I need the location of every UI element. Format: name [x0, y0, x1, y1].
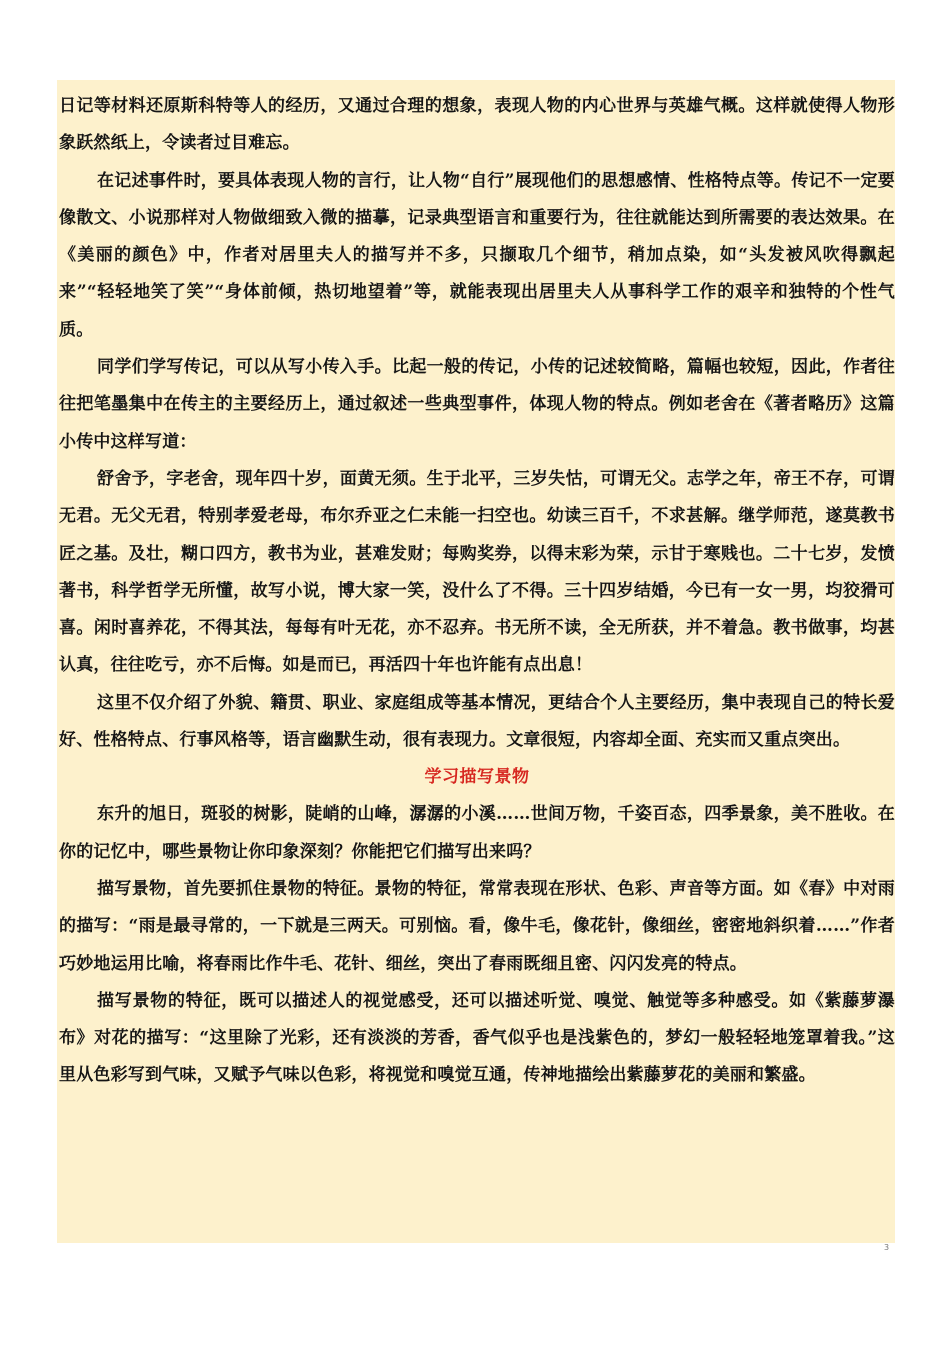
- paragraph: 东升的旭日，斑驳的树影，陡峭的山峰，潺潺的小溪……世间万物，千姿百态，四季景象，美不胜收。在你的记忆中，哪些景物让你印象深刻？你能把它们描写出来吗？: [59, 804, 895, 862]
- document-page: [57, 80, 895, 1243]
- paragraphs-part1: [59, 88, 895, 759]
- paragraph: 描写景物的特征，既可以描述人的视觉感受，还可以描述听觉、嗅觉、触觉等多种感受。如《紫藤萝瀑布》对花的描写：“这里除了光彩，还有淡淡的芳香，香气似乎也是浅紫色的，梦幻一般轻轻地笼罩着我。”这里从色彩写到气味，又赋予气味以色彩，将视觉和嗅觉互通，传神地描绘出紫藤萝花的美丽和繁盛。: [59, 990, 895, 1086]
- paragraph: 日记等材料还原斯科特等人的经历，又通过合理的想象，表现人物的内心世界与英雄气概。这样就使得人物形象跃然纸上，令读者过目难忘。: [59, 96, 895, 154]
- paragraphs-part2: [59, 796, 895, 1094]
- paragraph: 这里不仅介绍了外貌、籍贯、职业、家庭组成等基本情况，更结合个人主要经历，集中表现自己的特长爱好、性格特点、行事风格等，语言幽默生动，很有表现力。文章很短，内容却全面、充实而又重点突出。: [59, 692, 895, 751]
- quoted-biography-paragraph: 舒舍予，字老舍，现年四十岁，面黄无须。生于北平，三岁失怙，可谓无父。志学之年，帝王不存，可谓无君。无父无君，特别孝爱老母，布尔乔亚之仁未能一扫空也。幼读三百千，不求甚解。继学师范，遂莫教书匠之基。及壮，糊口四方，教书为业，甚难发财；每购奖券，以得末彩为荣，示甘于寒贱也。二十七岁，发愤著书，科学哲学无所懂，故写小说，博大家一笑，没什么了不得。三十四岁结婚，今已有一女一男，均狡猾可喜。闲时喜养花，不得其法，每每有叶无花，亦不忍弃。书无所不读，全无所获，并不着急。教书做事，均甚认真，往往吃亏，亦不后悔。如是而已，再活四十年也许能有点出息！: [59, 468, 895, 676]
- section-heading: 学习描写景物: [424, 767, 530, 788]
- page-number: 3: [884, 1243, 890, 1252]
- paragraph: 描写景物，首先要抓住景物的特征。景物的特征，常常表现在形状、色彩、声音等方面。如《春》中对雨的描写：“雨是最寻常的，一下就是三两天。可别恼。看，像牛毛，像花针，像细丝，密密地斜织着……”作者巧妙地运用比喻，将春雨比作牛毛、花针、细丝，突出了春雨既细且密、闪闪发亮的特点。: [59, 878, 895, 974]
- paragraph: 同学们学写传记，可以从写小传入手。比起一般的传记，小传的记述较简略，篇幅也较短，因此，作者往往把笔墨集中在传主的主要经历上，通过叙述一些典型事件，体现人物的特点。例如老舍在《著者略历》这篇小传中这样写道：: [59, 357, 895, 452]
- paragraph: 在记述事件时，要具体表现人物的言行，让人物“自行”展现他们的思想感情、性格特点等。传记不一定要像散文、小说那样对人物做细致入微的描摹，记录典型语言和重要行为，往往就能达到所需要的表达效果。在《美丽的颜色》中，作者对居里夫人的描写并不多，只撷取几个细节，稍加点染，如“头发被风吹得飘起来”“轻轻地笑了笑”“身体前倾，热切地望着”等，就能表现出居里夫人从事科学工作的艰辛和独特的个性气质。: [59, 170, 895, 340]
